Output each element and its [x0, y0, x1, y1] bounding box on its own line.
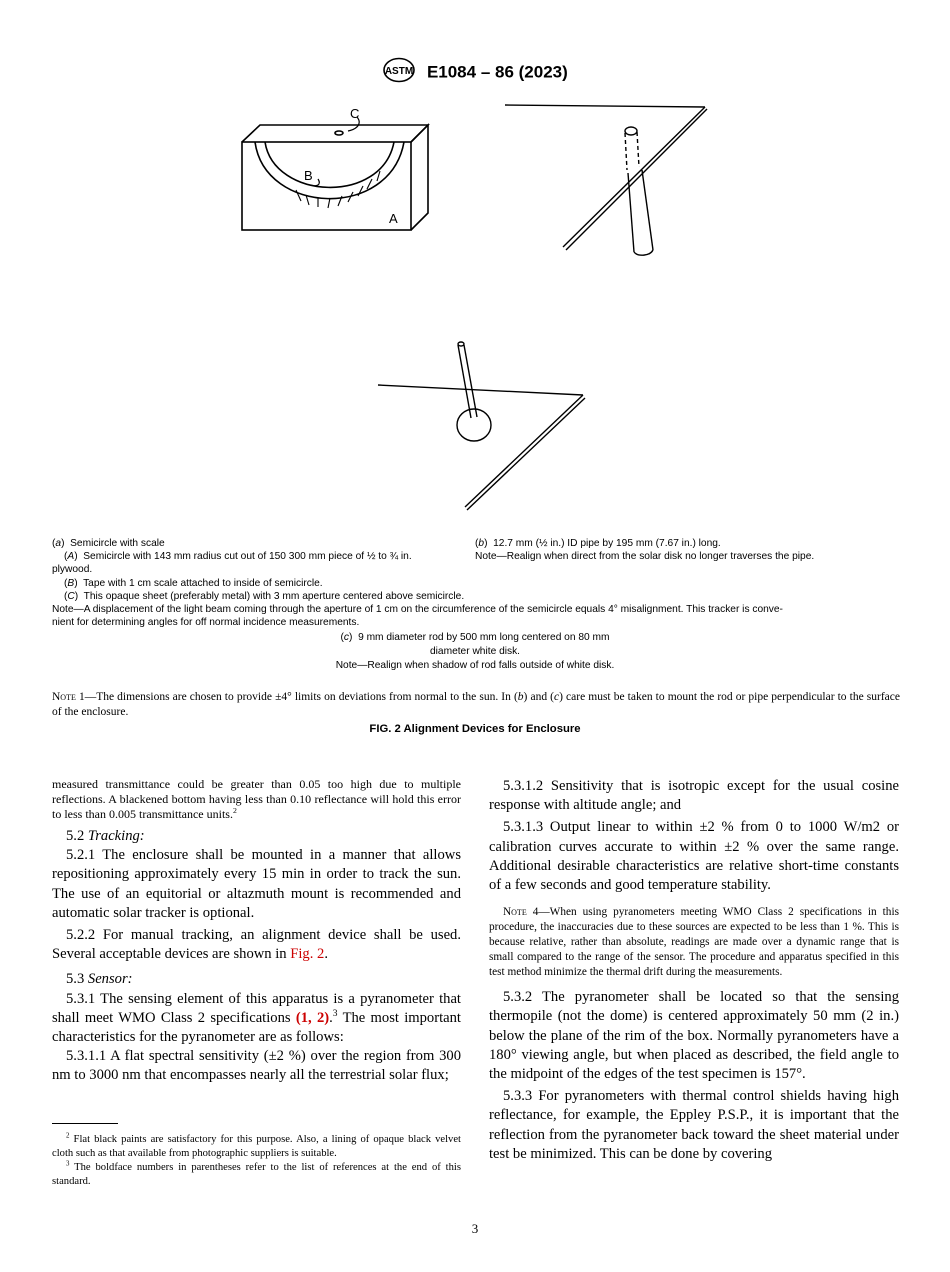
- caption-a-item-c: (C) This opaque sheet (preferably metal) with 3 mm aperture centered above semicircle.: [64, 591, 465, 602]
- paragraph-5-2-2: 5.2.2 For manual tracking, an alignment device shall be used. Several acceptable devices are shown in Fig. 2.: [52, 927, 461, 963]
- document-header: [0, 57, 950, 88]
- caption-a-item-a-cont: plywood.: [52, 564, 93, 575]
- pipe-device-drawing: [505, 105, 707, 255]
- footnote-2: $^2$ Flat black paints are satisfactory for this purpose. Also, a lining of opaque black velvet cloth such as that available from photographic suppliers is suitable.: [52, 1132, 462, 1159]
- section-5-3-heading: 5.3 Sensor:: [66, 971, 133, 988]
- standard-designation: E1084 – 86 (2023): [426, 62, 568, 82]
- caption-c-note: Note—Realign when shadow of rod falls outside of white disk.: [335, 660, 615, 671]
- caption-a-item-a: (A) Semicircle with 143 mm radius cut out of 150 300 mm piece of ½ to ¾ in.: [64, 551, 412, 562]
- paragraph-5-2-1: 5.2.1 The enclosure shall be mounted in a manner that allows repositioning approximately every 15 min in order to track the sun. The use of an equitorial or altazmuth mount is recommended and automatic solar tracker is optional.: [52, 847, 461, 921]
- label-a: A: [389, 211, 398, 226]
- footnote-divider: [52, 1123, 118, 1124]
- paragraph-5-3-1-1: 5.3.1.1 A flat spectral sensitivity (±2 %) over the region from 300 nm to 3000 nm that encompasses nearly all the terrestrial solar flux;: [52, 1048, 461, 1084]
- note-4: Note 4—When using pyranometers meeting WMO Class 2 specifications in this procedure, the inaccuracies due to these sources are expected to be less than 1 %. This is because relative, rather than absolute, readings are made over a dynamic range that is small compared to the range of the sensor. The procedure and apparatus specified in this test method minimize the thermal drift during the measurements.: [489, 906, 899, 979]
- caption-c-line2: diameter white disk.: [429, 646, 521, 657]
- label-b: B: [304, 168, 313, 183]
- figure-note-1: Note 1—The dimensions are chosen to provide ±4° limits on deviations from normal to the sun. In (b) and (c) care must be taken to mount the rod or pipe perpendicular to the surface of the enclosure.: [52, 691, 900, 718]
- paragraph-5-3-2: 5.3.2 The pyranometer shall be located so that the sensing thermopile (not the dome) is centered approximately 50 mm (2 in.) below the plane of the rim of the box. Normally pyranometers have a 180° viewing angle, but when placed as described, the field angle to the midpoint of the edges of the test specimen is 157°.: [489, 989, 899, 1083]
- caption-a-title: (a) Semicircle with scale: [52, 538, 165, 549]
- caption-c-line1: (c) 9 mm diameter rod by 500 mm long centered on 80 mm: [340, 632, 610, 643]
- caption-a-item-b: (B) Tape with 1 cm scale attached to inside of semicircle.: [64, 578, 323, 589]
- caption-a-note-line2: nient for determining angles for off normal incidence measurements.: [52, 617, 360, 628]
- fig-2-link[interactable]: Fig. 2: [290, 946, 325, 963]
- footnotes: [52, 1133, 461, 1189]
- rod-disk-device-drawing: [378, 342, 585, 510]
- right-column: [489, 777, 899, 1164]
- astm-logo-text: ASTM: [385, 66, 414, 77]
- left-column: [52, 777, 461, 1086]
- paragraph-5-3-1-2: 5.3.1.2 Sensitivity that is isotropic except for the usual cosine response with altitude angle; and: [489, 778, 899, 814]
- paragraph-5-3-1-3: 5.3.1.3 Output linear to within ±2 % from 0 to 1000 W/m2 or calibration curves accurate to within ±2 % over the same range. Additional desirable characteristics are relative short-time constants of a few seconds and good temperature stability.: [489, 819, 899, 894]
- footnote-3: $^3$ The boldface numbers in parentheses refer to the list of references at the end of this standard.: [52, 1160, 461, 1187]
- astm-logo-icon: [382, 57, 416, 88]
- figure-2-drawings: [0, 95, 950, 535]
- figure-title: FIG. 2 Alignment Devices for Enclosure: [369, 723, 581, 735]
- page-number: 3: [471, 1221, 479, 1236]
- caption-a-note-line1: Note—A displacement of the light beam coming through the aperture of 1 cm on the circumference of the semicircle equals 4° misalignment. This tracker is conve-: [52, 604, 783, 615]
- paragraph-5-3-1: 5.3.1 The sensing element of this apparatus is a pyranometer that shall meet WMO Class 2 specifications (1, 2).$^3$ The most important characteristics for the pyranometer are as follows:: [52, 990, 461, 1046]
- semicircle-device-drawing: [242, 117, 428, 230]
- paragraph-5-3-3: 5.3.3 For pyranometers with thermal control shields having high reflectance, for example, the Eppley P.S.P., it is important that the reflection from the pyranometer back toward the sheet material under test be minimized. This can be done by covering: [489, 1088, 899, 1162]
- caption-b-text: (b) 12.7 mm (½ in.) ID pipe by 195 mm (7.67 in.) long.: [475, 538, 721, 549]
- reference-link[interactable]: (1, 2): [295, 1009, 330, 1026]
- paragraph-intro: measured transmittance could be greater than 0.05 too high due to multiple reflections. A blackened bottom having less than 0.10 reflectance will hold this error to less than 0.005 transmittance units.$^2$: [52, 777, 461, 821]
- caption-b-note: Note—Realign when direct from the solar disk no longer traverses the pipe.: [475, 551, 815, 562]
- label-c: C: [350, 106, 360, 121]
- section-5-2-heading: 5.2 Tracking:: [66, 828, 145, 844]
